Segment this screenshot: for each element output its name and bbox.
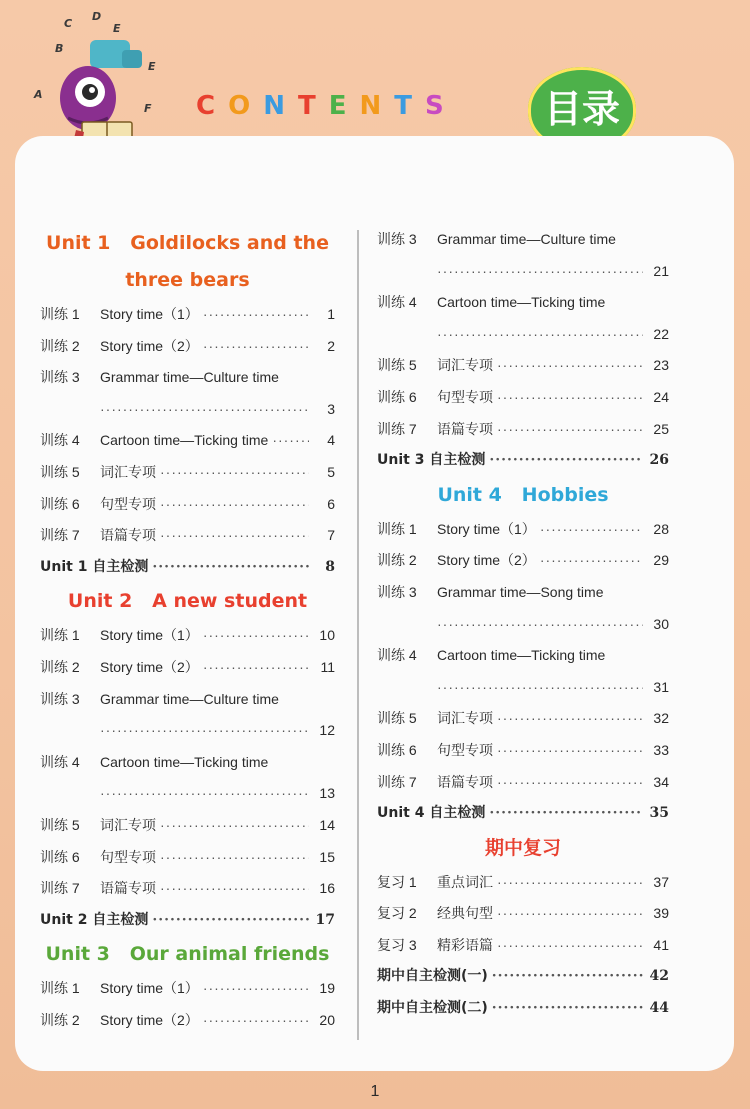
- toc-entry-prefix: 训练 2: [40, 337, 80, 354]
- toc-entry: [377, 993, 669, 1025]
- toc-entry-page: 20: [319, 1011, 335, 1028]
- svg-text:A: A: [34, 88, 43, 101]
- toc-entry-prefix: 复习 1: [377, 873, 417, 890]
- toc-entry: [40, 299, 335, 331]
- unit-heading: Unit 1 Goldilocks and the: [46, 232, 329, 254]
- toc-entry-page: 6: [327, 495, 335, 512]
- toc-entry-prefix: 训练 5: [40, 463, 80, 480]
- svg-text:E: E: [148, 60, 156, 73]
- toc-entry-prefix: 训练 6: [377, 388, 417, 405]
- toc-entry-page: 31: [653, 678, 669, 695]
- toc-entry-page: 15: [319, 848, 335, 865]
- toc-entry-title: 词汇专项: [437, 357, 493, 374]
- toc-entry: [40, 1005, 335, 1037]
- toc-entry: [377, 414, 669, 446]
- contents-letter: T: [394, 91, 425, 121]
- toc-entry-line: [40, 362, 335, 394]
- dot-leader: [489, 798, 643, 830]
- toc-entry-line: [377, 640, 669, 672]
- toc-entry-title: 句型专项: [437, 741, 493, 758]
- toc-entry-title: 词汇专项: [437, 710, 493, 727]
- toc-entry-title: 词汇专项: [100, 463, 156, 480]
- toc-left-column: [40, 225, 335, 1036]
- toc-entry-prefix: 训练 2: [377, 552, 417, 569]
- dot-leader: [497, 703, 643, 735]
- toc-entry: [377, 640, 669, 703]
- toc-entry-line: [377, 287, 669, 319]
- toc-entry: [377, 224, 669, 287]
- toc-entry-prefix: 训练 5: [377, 357, 417, 374]
- dot-leader: [160, 489, 309, 521]
- toc-entry-page: 2: [327, 337, 335, 354]
- toc-entry-page: 33: [653, 741, 669, 758]
- toc-entry-prefix: 训练 4: [377, 647, 417, 664]
- toc-entry: [377, 545, 669, 577]
- toc-entry-prefix: 复习 3: [377, 936, 417, 953]
- toc-entry-page: 37: [653, 873, 669, 890]
- unit-heading: Unit 2 A new student: [67, 590, 308, 613]
- contents-letter: N: [359, 91, 395, 121]
- toc-entry-prefix: 训练 1: [40, 627, 80, 644]
- toc-entry-line: [377, 256, 669, 288]
- toc-entry-prefix: 训练 6: [377, 741, 417, 758]
- toc-entry-title: 词汇专项: [100, 816, 156, 833]
- toc-entry-title: Cartoon time—Ticking time: [437, 647, 606, 664]
- toc-entry-title: 句型专项: [100, 848, 156, 865]
- toc-entry-title: Story time（2）: [100, 1011, 199, 1028]
- toc-entry-prefix: 训练 6: [40, 848, 80, 865]
- dot-leader: [100, 778, 309, 810]
- toc-entry-page: 11: [320, 658, 335, 675]
- toc-entry-prefix: 训练 2: [40, 1011, 80, 1028]
- toc-entry-title: Story time（1）: [100, 980, 199, 997]
- dot-leader: [160, 520, 309, 552]
- dot-leader: [540, 514, 643, 546]
- toc-entry: [40, 620, 335, 652]
- toc-entry-page: 39: [653, 905, 669, 922]
- toc-entry-page: 23: [653, 357, 669, 374]
- toc-entry-prefix: 训练 3: [40, 369, 80, 386]
- unit-heading: Unit 3 Our animal friends: [45, 943, 330, 966]
- contents-letter: E: [328, 91, 360, 121]
- toc-entry: [377, 382, 669, 414]
- toc-entry-line: [40, 394, 335, 426]
- toc-entry-prefix: 训练 1: [377, 520, 417, 537]
- dot-leader: [100, 715, 309, 747]
- toc-entry-title: Story time（2）: [100, 658, 199, 675]
- toc-entry: [377, 350, 669, 382]
- toc-entry-title: 语篇专项: [100, 527, 156, 544]
- toc-entry-title: Story time（2）: [437, 552, 536, 569]
- toc-entry: [377, 445, 669, 477]
- toc-entry-page: 3: [327, 400, 335, 417]
- toc-entry-prefix: 训练 4: [40, 753, 80, 770]
- toc-entry-prefix: 训练 7: [377, 420, 417, 437]
- toc-entry-page: 1: [327, 306, 335, 322]
- toc-entry-title: 语篇专项: [100, 880, 156, 897]
- contents-letter: O: [228, 91, 264, 121]
- svg-text:E: E: [113, 22, 121, 35]
- svg-text:B: B: [55, 42, 64, 55]
- toc-entry-prefix: 训练 5: [40, 816, 80, 833]
- dot-leader: [100, 394, 309, 426]
- toc-entry-title: 重点词汇: [437, 873, 493, 890]
- contents-heading: [196, 91, 457, 121]
- toc-entry-page: 19: [319, 980, 335, 997]
- toc-entry-prefix: 训练 7: [40, 880, 80, 897]
- toc-entry-page: 14: [319, 816, 335, 833]
- column-divider: [357, 230, 359, 1040]
- mulu-badge: 目录: [528, 67, 636, 151]
- dot-leader: [497, 867, 643, 899]
- toc-entry-page: 10: [319, 627, 335, 644]
- toc-entry: [377, 577, 669, 640]
- svg-text:F: F: [144, 102, 152, 115]
- toc-entry-title: Grammar time—Culture time: [100, 369, 279, 386]
- contents-letter: T: [297, 91, 329, 121]
- toc-entry-page: 41: [653, 936, 669, 953]
- toc-entry: [377, 798, 669, 830]
- toc-entry-title: Unit 2 自主检测: [40, 911, 149, 928]
- toc-entry-page: 26: [649, 452, 669, 469]
- dot-leader: [437, 319, 643, 351]
- dot-leader: [437, 672, 643, 704]
- toc-entry-prefix: 训练 1: [40, 980, 80, 997]
- toc-entry-prefix: 训练 5: [377, 710, 417, 727]
- contents-letter: S: [425, 91, 457, 121]
- toc-entry-prefix: 训练 7: [377, 773, 417, 790]
- toc-entry-page: 16: [319, 880, 335, 897]
- dot-leader: [497, 735, 643, 767]
- toc-entry: [40, 489, 335, 521]
- toc-entry-prefix: 训练 3: [377, 231, 417, 247]
- toc-entry: [377, 735, 669, 767]
- dot-leader: [437, 256, 643, 288]
- dot-leader: [492, 993, 643, 1025]
- toc-entry-prefix: 训练 3: [40, 690, 80, 707]
- toc-entry-line: [377, 672, 669, 704]
- toc-entry: [40, 747, 335, 810]
- toc-entry: [40, 457, 335, 489]
- toc-entry: [40, 684, 335, 747]
- toc-entry-title: Story time（1）: [100, 627, 199, 644]
- toc-entry-page: 21: [653, 262, 669, 279]
- toc-entry: [40, 842, 335, 874]
- toc-entry-page: 32: [653, 710, 669, 727]
- toc-right-column: [377, 224, 669, 1025]
- toc-entry-title: 语篇专项: [437, 420, 493, 437]
- dot-leader: [489, 445, 643, 477]
- toc-entry: [40, 905, 335, 937]
- dot-leader: [540, 545, 643, 577]
- dot-leader: [497, 767, 643, 799]
- toc-entry: [377, 898, 669, 930]
- toc-entry-title: 句型专项: [100, 495, 156, 512]
- toc-entry-page: 28: [653, 520, 669, 537]
- dot-leader: [497, 350, 643, 382]
- toc-entry: [377, 703, 669, 735]
- toc-entry-page: 44: [649, 1000, 669, 1017]
- toc-entry: [40, 520, 335, 552]
- toc-entry-line: [377, 224, 669, 256]
- toc-entry-prefix: 训练 4: [377, 294, 417, 311]
- toc-entry: [40, 552, 335, 584]
- toc-entry-page: 8: [325, 558, 335, 575]
- toc-entry: [377, 867, 669, 899]
- toc-entry: [40, 973, 335, 1005]
- toc-entry-page: 30: [653, 615, 669, 632]
- toc-entry-title: Story time（1）: [100, 306, 199, 322]
- toc-entry-title: Unit 4 自主检测: [377, 805, 486, 822]
- toc-entry-page: 4: [327, 432, 335, 449]
- toc-entry-title: Cartoon time—Ticking time: [437, 294, 606, 311]
- dot-leader: [497, 898, 643, 930]
- unit-heading: Unit 4 Hobbies: [437, 483, 609, 506]
- dot-leader: [203, 620, 309, 652]
- toc-entry-page: 35: [649, 805, 669, 822]
- toc-entry-line: [40, 715, 335, 747]
- toc-entry: [377, 767, 669, 799]
- toc-entry-page: 5: [327, 463, 335, 480]
- dot-leader: [160, 810, 309, 842]
- toc-entry-title: 期中自主检测(一): [377, 968, 488, 985]
- toc-entry: [40, 810, 335, 842]
- toc-entry: [40, 331, 335, 363]
- dot-leader: [497, 414, 643, 446]
- toc-entry-prefix: 训练 1: [40, 306, 80, 322]
- toc-entry: [377, 930, 669, 962]
- contents-letter: N: [263, 91, 298, 121]
- dot-leader: [152, 552, 309, 584]
- toc-entry-page: 34: [653, 773, 669, 790]
- toc-entry-page: 7: [327, 527, 335, 544]
- toc-entry-line: [377, 609, 669, 641]
- toc-entry-page: 42: [649, 968, 669, 985]
- toc-entry-title: Grammar time—Culture time: [100, 690, 279, 707]
- toc-entry-title: 句型专项: [437, 388, 493, 405]
- toc-entry-line: [377, 577, 669, 609]
- toc-entry-page: 22: [653, 325, 669, 342]
- unit-heading: three bears: [125, 269, 250, 291]
- toc-entry-title: 精彩语篇: [437, 936, 493, 953]
- toc-entry-prefix: 训练 6: [40, 495, 80, 512]
- toc-entry-title: Unit 3 自主检测: [377, 452, 486, 469]
- toc-entry-title: Story time（1）: [437, 520, 536, 537]
- toc-entry-prefix: 训练 2: [40, 658, 80, 675]
- toc-entry-line: [40, 747, 335, 779]
- toc-entry-title: 期中自主检测(二): [377, 1000, 488, 1017]
- dot-leader: [203, 652, 309, 684]
- toc-entry-page: 13: [319, 785, 335, 802]
- dot-leader: [272, 425, 309, 457]
- toc-entry-prefix: 训练 4: [40, 432, 80, 449]
- dot-leader: [152, 905, 309, 937]
- dot-leader: [203, 331, 309, 363]
- toc-entry-title: Grammar time—Culture time: [437, 231, 616, 247]
- dot-leader: [492, 961, 643, 993]
- dot-leader: [203, 1005, 309, 1037]
- toc-entry-title: Grammar time—Song time: [437, 583, 604, 600]
- toc-entry: [40, 425, 335, 457]
- toc-entry: [40, 362, 335, 425]
- svg-text:C: C: [64, 17, 73, 30]
- toc-entry-line: [377, 319, 669, 351]
- toc-entry: [377, 287, 669, 350]
- svg-text:D: D: [92, 10, 102, 23]
- toc-entry-page: 29: [653, 552, 669, 569]
- toc-entry-title: Cartoon time—Ticking time: [100, 432, 269, 449]
- dot-leader: [203, 299, 309, 331]
- toc-entry-prefix: 训练 7: [40, 527, 80, 544]
- page-number: 1: [370, 1083, 380, 1100]
- toc-entry-page: 17: [315, 911, 335, 928]
- toc-entry-line: [40, 684, 335, 716]
- toc-entry-title: Cartoon time—Ticking time: [100, 753, 269, 770]
- toc-entry: [377, 514, 669, 546]
- toc-entry-title: Unit 1 自主检测: [40, 558, 149, 575]
- dot-leader: [497, 930, 643, 962]
- toc-entry: [377, 961, 669, 993]
- dot-leader: [160, 873, 309, 905]
- toc-entry-page: 25: [653, 420, 669, 437]
- toc-entry-prefix: 复习 2: [377, 905, 417, 922]
- dot-leader: [203, 973, 309, 1005]
- dot-leader: [497, 382, 643, 414]
- toc-entry: [40, 652, 335, 684]
- toc-entry-page: 24: [653, 388, 669, 405]
- dot-leader: [437, 609, 643, 641]
- toc-entry-title: Story time（2）: [100, 337, 199, 354]
- toc-entry-page: 12: [319, 722, 335, 739]
- toc-entry: [40, 873, 335, 905]
- dot-leader: [160, 457, 309, 489]
- toc-entry-title: 经典句型: [437, 905, 493, 922]
- contents-letter: C: [196, 91, 229, 121]
- toc-entry-line: [40, 778, 335, 810]
- unit-heading: 期中复习: [484, 836, 561, 859]
- toc-entry-title: 语篇专项: [437, 773, 493, 790]
- dot-leader: [160, 842, 309, 874]
- toc-entry-prefix: 训练 3: [377, 583, 417, 600]
